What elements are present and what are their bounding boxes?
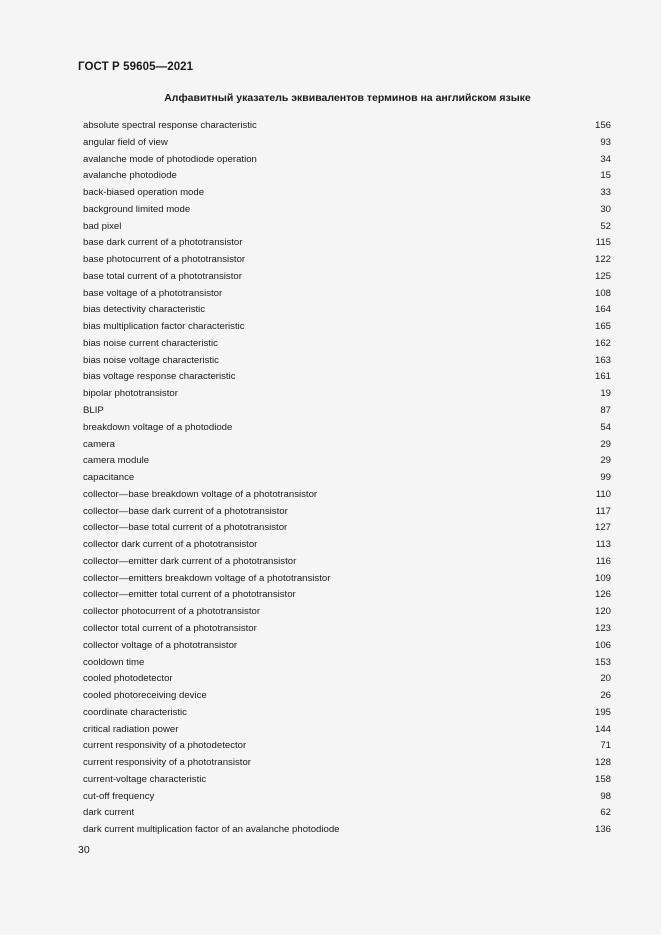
index-page-ref: 120 [594,606,611,618]
index-page-ref: 99 [600,472,611,484]
index-page-ref: 164 [594,304,611,316]
index-term: collector voltage of a phototransistor [83,639,238,651]
index-page-ref: 87 [600,405,611,417]
index-entry [83,420,611,437]
index-entry [83,269,611,286]
index-entry [83,235,611,252]
document-standard-header: ГОСТ Р 59605—2021 [78,61,194,73]
index-term: collector—base total current of a phototransistor [83,522,288,534]
index-entry [83,369,611,386]
index-term: bias multiplication factor characteristic [83,321,245,333]
index-term: critical radiation power [83,723,179,735]
index-entry [83,470,611,487]
index-page-ref: 33 [600,187,611,199]
index-page-ref: 62 [600,807,611,819]
index-page-ref: 195 [594,706,611,718]
index-page-ref: 136 [594,824,611,836]
index-entry [83,185,611,202]
index-entry [83,487,611,504]
index-term: avalanche photodiode [83,170,177,182]
index-page-ref: 19 [600,388,611,400]
index-page-ref: 144 [594,723,611,735]
index-term: base photocurrent of a phototransistor [83,254,246,266]
index-page-ref: 98 [600,790,611,802]
index-term: base voltage of a phototransistor [83,287,223,299]
index-page-ref: 30 [600,203,611,215]
page-number: 30 [78,844,90,856]
index-page-ref: 52 [600,220,611,232]
index-entry [83,604,611,621]
index-entry [83,738,611,755]
index-term: coordinate characteristic [83,706,187,718]
index-entry [83,152,611,169]
index-page-ref: 156 [594,120,611,131]
index-page-ref: 165 [594,321,611,333]
index-entry [83,638,611,655]
index-term: current responsivity of a phototransistor [83,757,251,769]
index-term: breakdown voltage of a photodiode [83,421,233,433]
index-page-ref: 123 [594,622,611,634]
index-page-ref: 115 [595,237,611,249]
index-term: capacitance [83,472,135,484]
index-entry [83,118,611,135]
index-entry [83,789,611,806]
index-entry [83,403,611,420]
index-page-ref: 20 [600,673,611,685]
index-page-ref: 108 [594,287,611,299]
index-term: collector dark current of a phototransistor [83,539,258,551]
index-entry [83,805,611,822]
index-term: collector—base dark current of a phototransistor [83,505,288,517]
index-term: bias voltage response characteristic [83,371,236,383]
index-entry [83,252,611,269]
index-entry [83,587,611,604]
index-entry [83,286,611,303]
index-entry [83,135,611,152]
index-page-ref: 71 [600,740,611,752]
index-entry [83,353,611,370]
index-term: cut-off frequency [83,790,155,802]
index-term: camera module [83,455,150,467]
index-entry [83,168,611,185]
index-entry [83,202,611,219]
index-term: collector—base breakdown voltage of a phototransistor [83,488,318,500]
index-entry [83,671,611,688]
index-term: absolute spectral response characteristic [83,120,257,131]
index-page-ref: 125 [594,270,611,282]
index-entry [83,386,611,403]
index-term: bias detectivity characteristic [83,304,206,316]
index-term: back-biased operation mode [83,187,205,199]
index-entry [83,537,611,554]
index-entry [83,319,611,336]
index-entry [83,504,611,521]
index-page-ref: 93 [600,136,611,148]
index-entry [83,655,611,672]
index-page-ref: 116 [595,555,611,567]
index-term: collector total current of a phototransistor [83,622,257,634]
index-term: bias noise voltage characteristic [83,354,219,366]
index-entry [83,302,611,319]
index-term: bias noise current characteristic [83,337,218,349]
index-entry [83,755,611,772]
index-term: dark current [83,807,135,819]
index-entry [83,336,611,353]
index-entry [83,219,611,236]
index-page-ref: 162 [594,337,611,349]
index-page-ref: 117 [595,505,611,517]
index-term: bad pixel [83,220,122,232]
index-page-ref: 26 [600,690,611,702]
index-page-ref: 153 [594,656,611,668]
index-term: angular field of view [83,136,168,148]
index-page-ref: 109 [594,572,611,584]
index-entry [83,688,611,705]
index-term: collector—emitter total current of a phototransistor [83,589,296,601]
index-page-ref: 29 [600,455,611,467]
index-term: collector photocurrent of a phototransistor [83,606,261,618]
index-page-ref: 122 [594,254,611,266]
index-term: cooled photodetector [83,673,173,685]
index-page-ref: 161 [594,371,611,383]
index-term: collector—emitter dark current of a phototransistor [83,555,297,567]
index-entry [83,772,611,789]
index-term: BLIP [83,405,104,417]
index-entry [83,822,611,839]
index-page-ref: 106 [594,639,611,651]
index-page-ref: 126 [594,589,611,601]
index-page-ref: 158 [594,773,611,785]
index-page-ref: 113 [595,539,611,551]
index-page-ref: 110 [595,488,611,500]
index-page-ref: 34 [600,153,611,165]
index-list [83,118,611,839]
index-entry [83,705,611,722]
index-entry [83,520,611,537]
index-page-ref: 54 [600,421,611,433]
index-term: avalanche mode of photodiode operation [83,153,257,165]
section-title: Алфавитный указатель эквивалентов терминов на английском языке [164,92,531,104]
index-entry [83,453,611,470]
index-term: base dark current of a phototransistor [83,237,243,249]
index-term: collector—emitters breakdown voltage of a phototransistor [83,572,331,584]
index-page-ref: 128 [594,757,611,769]
index-entry [83,571,611,588]
index-term: camera [83,438,115,450]
index-entry [83,554,611,571]
index-term: cooled photoreceiving device [83,690,207,702]
index-term: background limited mode [83,203,191,215]
index-entry [83,621,611,638]
index-page-ref: 127 [594,522,611,534]
index-page-ref: 15 [600,170,611,182]
index-term: base total current of a phototransistor [83,270,242,282]
index-page-ref: 29 [600,438,611,450]
index-entry [83,437,611,454]
index-term: cooldown time [83,656,145,668]
index-term: current-voltage characteristic [83,773,207,785]
index-page-ref: 163 [594,354,611,366]
index-entry [83,722,611,739]
index-term: dark current multiplication factor of an avalanche photodiode [83,824,340,836]
index-term: bipolar phototransistor [83,388,178,400]
index-term: current responsivity of a photodetector [83,740,247,752]
